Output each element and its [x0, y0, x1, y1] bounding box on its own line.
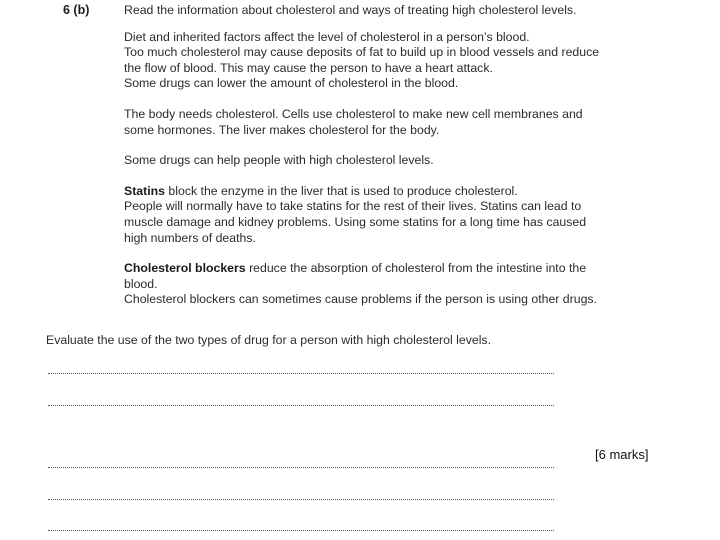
answer-line[interactable] [48, 373, 554, 374]
paragraph-line: The body needs cholesterol. Cells use cholesterol to make new cell membranes and [124, 106, 583, 121]
paragraph-line: high numbers of deaths. [124, 230, 256, 245]
paragraph-line: muscle damage and kidney problems. Using some statins for a long time has caused [124, 214, 587, 229]
paragraph-body-needs [124, 107, 644, 138]
answer-line[interactable] [48, 530, 554, 531]
paragraph-line [124, 261, 644, 277]
paragraph-line: People will normally have to take statins for the rest of their lives. Statins can lead to [124, 199, 582, 214]
paragraph-line: Diet and inherited factors affect the level of cholesterol in a person’s blood. [124, 29, 530, 44]
question-number: 6 (b) [63, 3, 90, 17]
paragraph-cholesterol-effects [124, 30, 644, 92]
paragraph-line: blood. [124, 276, 158, 291]
paragraph-line [124, 184, 644, 200]
paragraph-line: Some drugs can lower the amount of cholesterol in the blood. [124, 76, 459, 91]
paragraph-drugs-help [124, 153, 644, 169]
paragraph-line: Too much cholesterol may cause deposits of fat to build up in blood vessels and reduce [124, 45, 600, 60]
paragraph-line: some hormones. The liver makes cholesterol for the body. [124, 122, 440, 137]
marks-label: [6 marks] [595, 447, 649, 462]
answer-line[interactable] [48, 405, 554, 406]
question-instruction: Read the information about cholesterol and ways of treating high cholesterol levels. [124, 3, 577, 17]
blockers-term: Cholesterol blockers [124, 261, 246, 276]
question-prompt: Evaluate the use of the two types of drug for a person with high cholesterol levels. [46, 333, 491, 347]
statins-term: Statins [124, 183, 165, 198]
statins-text: block the enzyme in the liver that is used to produce cholesterol. [165, 183, 518, 198]
paragraph-line: the flow of blood. This may cause the person to have a heart attack. [124, 60, 493, 75]
paragraph-statins [124, 184, 644, 246]
answer-line[interactable] [48, 499, 554, 500]
paragraph-line: Some drugs can help people with high cholesterol levels. [124, 153, 434, 168]
blockers-text: reduce the absorption of cholesterol from the intestine into the [245, 261, 587, 276]
question-body [124, 3, 644, 323]
paragraph-cholesterol-blockers [124, 261, 644, 308]
paragraph-line: Cholesterol blockers can sometimes cause problems if the person is using other drugs. [124, 292, 597, 307]
answer-line[interactable] [48, 467, 554, 468]
